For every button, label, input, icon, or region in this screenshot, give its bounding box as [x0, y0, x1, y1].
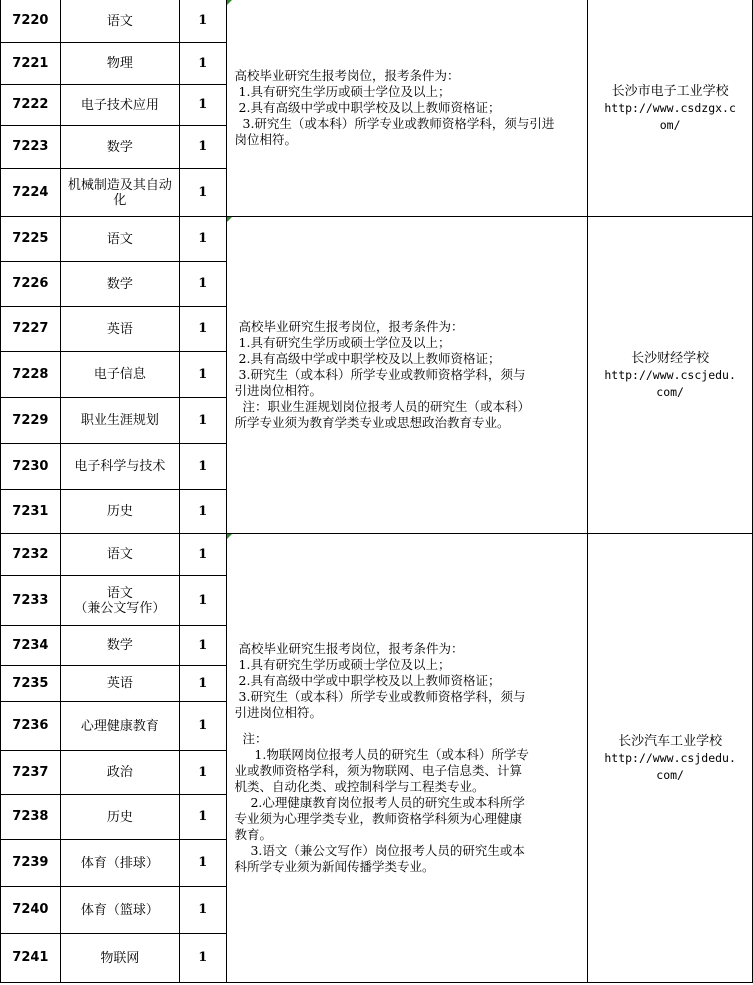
subject-label: 体育（排球）: [80, 855, 159, 871]
headcount: 1: [179, 666, 226, 702]
requirement-line: 3.语文（兼公文写作）岗位报考人员的研究生或本: [234, 843, 525, 858]
position-code: 7241: [1, 934, 61, 983]
subject-cell: [60, 666, 179, 702]
requirement-line: 2.心理健康教育岗位报考人员的研究生或本科所学: [234, 795, 525, 810]
position-code: 7236: [1, 702, 61, 751]
requirement-line: 业或教师资格学科，须为物联网、电子信息类、计算: [234, 763, 523, 778]
requirement-line: 注：职业生涯规划岗位报考人员的研究生（或本科）: [234, 399, 530, 414]
requirement-line: 1.具有研究生学历或硕士学位及以上；: [234, 84, 451, 99]
requirement-spacer: [235, 721, 584, 731]
comment-marker-icon: [227, 217, 232, 222]
position-code: 7231: [1, 490, 61, 534]
position-code: 7232: [1, 534, 61, 576]
subject-cell: [60, 534, 179, 576]
headcount: 1: [179, 398, 226, 444]
subject-cell: [60, 840, 179, 887]
position-code: 7227: [1, 307, 61, 352]
subject-label: 语文: [106, 13, 133, 29]
requirement-line: 所学专业须为教育学类专业或思想政治教育专业。: [234, 415, 510, 430]
requirement-line: 3.研究生（或本科）所学专业或教师资格学科，须与引进: [234, 116, 555, 131]
subject-label: 语文: [106, 585, 133, 601]
subject-cell: [60, 751, 179, 795]
subject-label: 历史: [106, 504, 133, 519]
requirement-line: 高校毕业研究生报考岗位，报考条件为：: [234, 319, 464, 334]
headcount: 1: [179, 444, 226, 490]
requirement-line: 1.具有研究生学历或硕士学位及以上；: [234, 657, 451, 672]
subject-cell: [60, 0, 179, 43]
subject-label: 英语: [106, 676, 133, 691]
subject-cell: [60, 887, 179, 934]
subject-label: 电子信息: [93, 367, 146, 382]
headcount: 1: [179, 795, 226, 840]
school-url: http://www.csjdedu.: [604, 750, 736, 765]
subject-label: 数学: [106, 139, 133, 155]
school-url: http://www.cscjedu.: [604, 367, 736, 382]
table-row: [1, 534, 753, 576]
subject-label: 历史: [106, 809, 133, 825]
comment-marker-icon: [227, 0, 232, 5]
school-name: 长沙财经学校: [631, 350, 710, 366]
subject-cell: [60, 43, 179, 85]
subject-label: 电子科学与技术: [74, 459, 166, 474]
requirement-line: 引进岗位相符。: [234, 383, 323, 398]
subject-label: 语文: [106, 547, 133, 562]
position-code: 7234: [1, 626, 61, 666]
position-code: 7239: [1, 840, 61, 887]
headcount: 1: [179, 352, 226, 398]
requirement-line: 高校毕业研究生报考岗位，报考条件为：: [234, 68, 460, 83]
headcount: 1: [179, 840, 226, 887]
comment-marker-icon: [227, 534, 232, 539]
school-url: com/: [656, 767, 684, 782]
headcount: 1: [179, 262, 226, 307]
subject-label: 物联网: [100, 950, 140, 966]
school-url: om/: [659, 117, 681, 132]
headcount: 1: [179, 626, 226, 666]
requirement-line: 2.具有高级中学或中职学校及以上教师资格证；: [234, 673, 501, 688]
headcount: 1: [179, 934, 226, 983]
requirement-line: 专业须为心理学类专业，教师资格学科须为心理健康: [234, 811, 523, 826]
school-cell: [588, 217, 753, 534]
school-url: http://www.csdzgx.c: [604, 100, 736, 115]
position-code: 7235: [1, 666, 61, 702]
requirement-line: 岗位相符。: [234, 132, 298, 147]
subject-cell: [60, 934, 179, 983]
headcount: 1: [179, 0, 226, 43]
headcount: 1: [179, 490, 226, 534]
school-name: 长沙市电子工业学校: [611, 83, 729, 99]
subject-cell: [60, 795, 179, 840]
requirement-line: 3.研究生（或本科）所学专业或教师资格学科，须与: [234, 367, 526, 382]
subject-label: 体育（篮球）: [80, 902, 159, 918]
position-code: 7220: [1, 0, 61, 43]
subject-cell: [60, 126, 179, 169]
position-code: 7224: [1, 169, 61, 217]
headcount: 1: [179, 169, 226, 217]
requirement-line: 引进岗位相符。: [234, 705, 323, 720]
subject-cell: [60, 626, 179, 666]
subject-cell: [60, 444, 179, 490]
school-cell: [588, 0, 753, 217]
requirements-cell: [226, 217, 588, 534]
requirement-line: 2.具有高级中学或中职学校及以上教师资格证；: [234, 351, 501, 366]
subject-cell: [60, 85, 179, 126]
position-code: 7222: [1, 85, 61, 126]
subject-label: 电子技术应用: [80, 97, 159, 113]
headcount: 1: [179, 702, 226, 751]
subject-label: 化: [113, 192, 127, 208]
position-code: 7223: [1, 126, 61, 169]
position-code: 7225: [1, 217, 61, 262]
subject-cell: [60, 307, 179, 352]
requirement-line: 机类、自动化类、或控制科学与工程类专业。: [234, 779, 485, 794]
subject-label: 数学: [106, 276, 133, 292]
position-code: 7233: [1, 576, 61, 626]
requirement-line: 1.物联网岗位报考人员的研究生（或本科）所学专: [234, 747, 529, 762]
position-code: 7237: [1, 751, 61, 795]
subject-cell: [60, 169, 179, 217]
subject-label: 机械制造及其自动: [67, 177, 172, 193]
headcount: 1: [179, 85, 226, 126]
subject-cell: [60, 398, 179, 444]
subject-cell: [60, 490, 179, 534]
headcount: 1: [179, 307, 226, 352]
table-row: [1, 217, 753, 262]
position-code: 7221: [1, 43, 61, 85]
requirement-line: 科所学专业须为新闻传播学类专业。: [234, 859, 435, 874]
subject-cell: [60, 702, 179, 751]
subject-label: 职业生涯规划: [80, 413, 159, 428]
requirements-cell: [226, 0, 588, 217]
table-row: [1, 0, 753, 43]
subject-label: 心理健康教育: [80, 718, 159, 734]
position-code: 7240: [1, 887, 61, 934]
position-code: 7230: [1, 444, 61, 490]
headcount: 1: [179, 576, 226, 626]
school-url: com/: [656, 384, 684, 399]
subject-label: 政治: [106, 765, 133, 780]
headcount: 1: [179, 751, 226, 795]
subject-label: 语文: [106, 231, 133, 247]
school-cell: [588, 534, 753, 983]
requirement-line: 高校毕业研究生报考岗位，报考条件为：: [234, 641, 464, 656]
headcount: 1: [179, 887, 226, 934]
requirement-line: 1.具有研究生学历或硕士学位及以上；: [234, 335, 451, 350]
requirement-line: 3.研究生（或本科）所学专业或教师资格学科，须与: [234, 689, 526, 704]
requirements-cell: [226, 534, 588, 983]
subject-label: 英语: [106, 321, 133, 337]
subject-cell: [60, 352, 179, 398]
position-code: 7228: [1, 352, 61, 398]
requirement-line: 2.具有高级中学或中职学校及以上教师资格证；: [234, 100, 501, 115]
requirement-line: 教育。: [234, 827, 273, 842]
headcount: 1: [179, 217, 226, 262]
subject-label: 物理: [106, 56, 133, 71]
subject-label: 数学: [106, 638, 133, 653]
subject-cell: [60, 262, 179, 307]
school-name: 长沙汽车工业学校: [618, 733, 723, 749]
headcount: 1: [179, 43, 226, 85]
position-code: 7238: [1, 795, 61, 840]
subject-label: （兼公文写作）: [74, 600, 166, 616]
requirement-line: 注：: [234, 731, 268, 746]
subject-cell: [60, 217, 179, 262]
headcount: 1: [179, 534, 226, 576]
position-code: 7226: [1, 262, 61, 307]
position-code: 7229: [1, 398, 61, 444]
subject-cell: [60, 576, 179, 626]
headcount: 1: [179, 126, 226, 169]
